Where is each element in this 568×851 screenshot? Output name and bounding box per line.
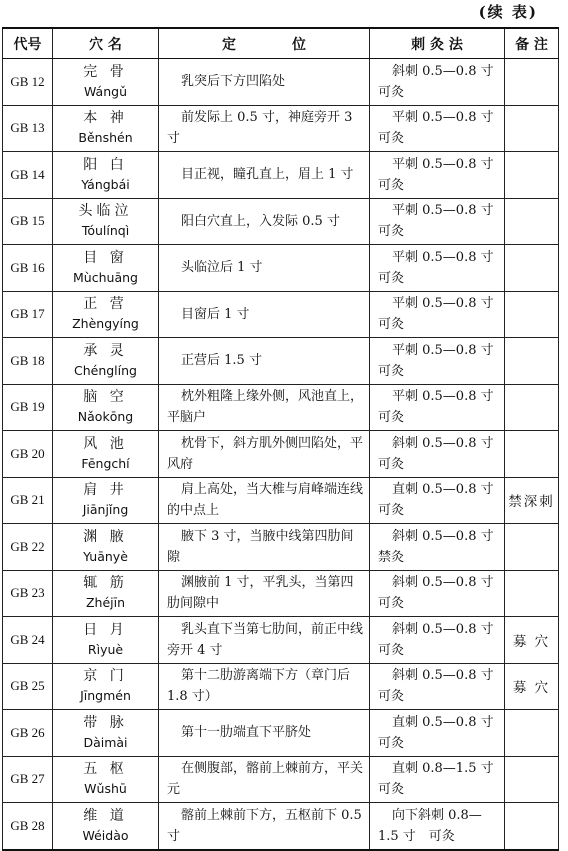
point-location: 枕骨下，斜方肌外侧凹陷处，平风府 [159, 431, 370, 478]
table-row [3, 245, 559, 292]
point-note [505, 710, 559, 757]
table-row [3, 617, 559, 664]
header-note: 备 注 [505, 28, 559, 59]
point-code: GB 22 [3, 524, 53, 571]
continued-label: (续 表) [478, 3, 538, 21]
point-technique: 斜刺 0.5—0.8 寸 可灸 [370, 663, 505, 710]
table-row [3, 477, 559, 524]
point-technique: 平刺 0.5—0.8 寸 可灸 [370, 291, 505, 338]
point-name-cell [53, 803, 159, 850]
point-technique: 平刺 0.5—0.8 寸 可灸 [370, 338, 505, 385]
point-note [505, 245, 559, 292]
point-code: GB 16 [3, 245, 53, 292]
point-name: 脑 空 [83, 389, 128, 406]
point-technique: 向下斜刺 0.8—1.5 寸 可灸 [370, 803, 505, 850]
point-technique: 直刺 0.8—1.5 寸 可灸 [370, 756, 505, 803]
point-pinyin: Tóulínqì [81, 223, 130, 239]
point-pinyin: Zhèngyíng [72, 316, 139, 332]
point-name-cell [53, 756, 159, 803]
point-technique: 平刺 0.5—0.8 寸 可灸 [370, 105, 505, 152]
point-pinyin: Wéidào [82, 827, 129, 843]
point-name: 辄 筋 [83, 575, 128, 592]
point-location: 第十二肋游离端下方（章门后 1.8 寸） [159, 663, 370, 710]
table-row [3, 756, 559, 803]
point-code: GB 17 [3, 291, 53, 338]
point-pinyin: Nǎokōng [77, 409, 134, 425]
point-pinyin: Yuānyè [83, 548, 128, 564]
point-location: 乳突后下方凹陷处 [159, 59, 370, 106]
point-location: 在侧腹部，髂前上棘前方，平关元 [159, 756, 370, 803]
point-name-cell [53, 477, 159, 524]
point-technique: 斜刺 0.5—0.8 寸 可灸 [370, 617, 505, 664]
point-pinyin: Yángbái [81, 176, 130, 192]
point-code: GB 13 [3, 105, 53, 152]
point-location: 头临泣后 1 寸 [159, 245, 370, 292]
point-name-cell [53, 245, 159, 292]
point-pinyin: Wǔshū [84, 781, 127, 797]
point-name-cell [53, 524, 159, 571]
point-name: 头临泣 [78, 203, 133, 220]
point-name-cell [53, 105, 159, 152]
point-name: 阳 白 [83, 156, 128, 173]
point-code: GB 21 [3, 477, 53, 524]
point-note: 禁深刺 [505, 477, 559, 524]
point-location: 髂前上棘前下方，五枢前下 0.5 寸 [159, 803, 370, 850]
point-location: 肩上高处，当大椎与肩峰端连线的中点上 [159, 477, 370, 524]
point-technique: 平刺 0.5—0.8 寸 可灸 [370, 245, 505, 292]
point-technique: 斜刺 0.5—0.8 寸 禁灸 [370, 524, 505, 571]
table-row [3, 338, 559, 385]
point-code: GB 27 [3, 756, 53, 803]
point-name-cell [53, 198, 159, 245]
header-location: 定 位 [159, 28, 370, 59]
point-pinyin: Chénglíng [73, 362, 137, 378]
point-name-cell [53, 384, 159, 431]
point-pinyin: Jiānjǐng [82, 502, 129, 518]
point-code: GB 20 [3, 431, 53, 478]
point-technique: 直刺 0.5—0.8 寸 可灸 [370, 477, 505, 524]
point-technique: 斜刺 0.5—0.8 寸 可灸 [370, 431, 505, 478]
point-name-cell [53, 338, 159, 385]
point-pinyin: Dàimài [83, 734, 128, 750]
table-row [3, 198, 559, 245]
point-code: GB 15 [3, 198, 53, 245]
table-row [3, 152, 559, 199]
point-code: GB 28 [3, 803, 53, 850]
point-name: 承 灵 [83, 342, 128, 359]
table-row [3, 710, 559, 757]
point-name: 日 月 [83, 621, 128, 638]
point-note: 募 穴 [505, 663, 559, 710]
point-note [505, 105, 559, 152]
point-code: GB 26 [3, 710, 53, 757]
table-row [3, 570, 559, 617]
point-code: GB 19 [3, 384, 53, 431]
point-note [505, 198, 559, 245]
point-note [505, 570, 559, 617]
point-pinyin: Zhéjīn [85, 595, 126, 611]
point-name-cell [53, 431, 159, 478]
table-row [3, 663, 559, 710]
point-technique: 斜刺 0.5—0.8 寸 可灸 [370, 570, 505, 617]
point-name: 五 枢 [83, 761, 128, 778]
point-code: GB 23 [3, 570, 53, 617]
point-note [505, 291, 559, 338]
table-row [3, 524, 559, 571]
point-name-cell [53, 663, 159, 710]
point-location: 阳白穴直上，入发际 0.5 寸 [159, 198, 370, 245]
point-note [505, 59, 559, 106]
point-name: 渊 腋 [83, 528, 128, 545]
point-pinyin: Běnshén [78, 130, 133, 146]
point-note [505, 384, 559, 431]
point-code: GB 25 [3, 663, 53, 710]
point-note [505, 524, 559, 571]
point-name: 维 道 [83, 807, 128, 824]
point-location: 枕外粗隆上缘外侧，风池直上，平脑户 [159, 384, 370, 431]
point-location: 乳头直下当第七肋间，前正中线旁开 4 寸 [159, 617, 370, 664]
point-code: GB 12 [3, 59, 53, 106]
point-note: 募 穴 [505, 617, 559, 664]
point-code: GB 14 [3, 152, 53, 199]
point-location: 渊腋前 1 寸，平乳头，当第四肋间隙中 [159, 570, 370, 617]
header-technique: 刺 灸 法 [370, 28, 505, 59]
point-name-cell [53, 570, 159, 617]
point-technique: 斜刺 0.5—0.8 寸 可灸 [370, 59, 505, 106]
point-technique: 直刺 0.5—0.8 寸 可灸 [370, 710, 505, 757]
point-name-cell [53, 291, 159, 338]
point-location: 第十一肋端直下平脐处 [159, 710, 370, 757]
point-name: 本 神 [83, 110, 128, 127]
point-name: 带 脉 [83, 714, 128, 731]
header-code: 代号 [3, 28, 53, 59]
point-note [505, 756, 559, 803]
acupoint-table [2, 27, 559, 851]
point-pinyin: Jīngmén [80, 688, 131, 704]
point-name-cell [53, 710, 159, 757]
point-name: 完 骨 [83, 63, 128, 80]
point-pinyin: Wángǔ [84, 83, 127, 99]
point-note [505, 338, 559, 385]
point-code: GB 18 [3, 338, 53, 385]
point-location: 目窗后 1 寸 [159, 291, 370, 338]
table-row [3, 291, 559, 338]
table-body [3, 59, 559, 850]
point-name: 风 池 [83, 435, 128, 452]
point-name: 京 门 [83, 668, 128, 685]
table-row [3, 105, 559, 152]
point-name-cell [53, 152, 159, 199]
point-technique: 平刺 0.5—0.8 寸 可灸 [370, 384, 505, 431]
point-name-cell [53, 617, 159, 664]
point-location: 正营后 1.5 寸 [159, 338, 370, 385]
point-note [505, 803, 559, 850]
table-row [3, 59, 559, 106]
header-row [3, 28, 559, 59]
point-name: 正 营 [83, 296, 128, 313]
header-point-name: 穴 名 [53, 28, 159, 59]
table-row [3, 384, 559, 431]
point-location: 目正视，瞳孔直上，眉上 1 寸 [159, 152, 370, 199]
point-location: 腋下 3 寸，当腋中线第四肋间隙 [159, 524, 370, 571]
table-row [3, 431, 559, 478]
point-name: 目 窗 [83, 249, 128, 266]
point-technique: 平刺 0.5—0.8 寸 可灸 [370, 152, 505, 199]
point-pinyin: Rìyuè [87, 641, 124, 657]
point-technique: 平刺 0.5—0.8 寸 可灸 [370, 198, 505, 245]
table-row [3, 803, 559, 850]
point-note [505, 152, 559, 199]
point-note [505, 431, 559, 478]
point-code: GB 24 [3, 617, 53, 664]
point-name: 肩 井 [83, 482, 128, 499]
point-pinyin: Mùchuāng [73, 269, 138, 285]
point-name-cell [53, 59, 159, 106]
point-location: 前发际上 0.5 寸，神庭旁开 3 寸 [159, 105, 370, 152]
point-pinyin: Fēngchí [81, 455, 130, 471]
